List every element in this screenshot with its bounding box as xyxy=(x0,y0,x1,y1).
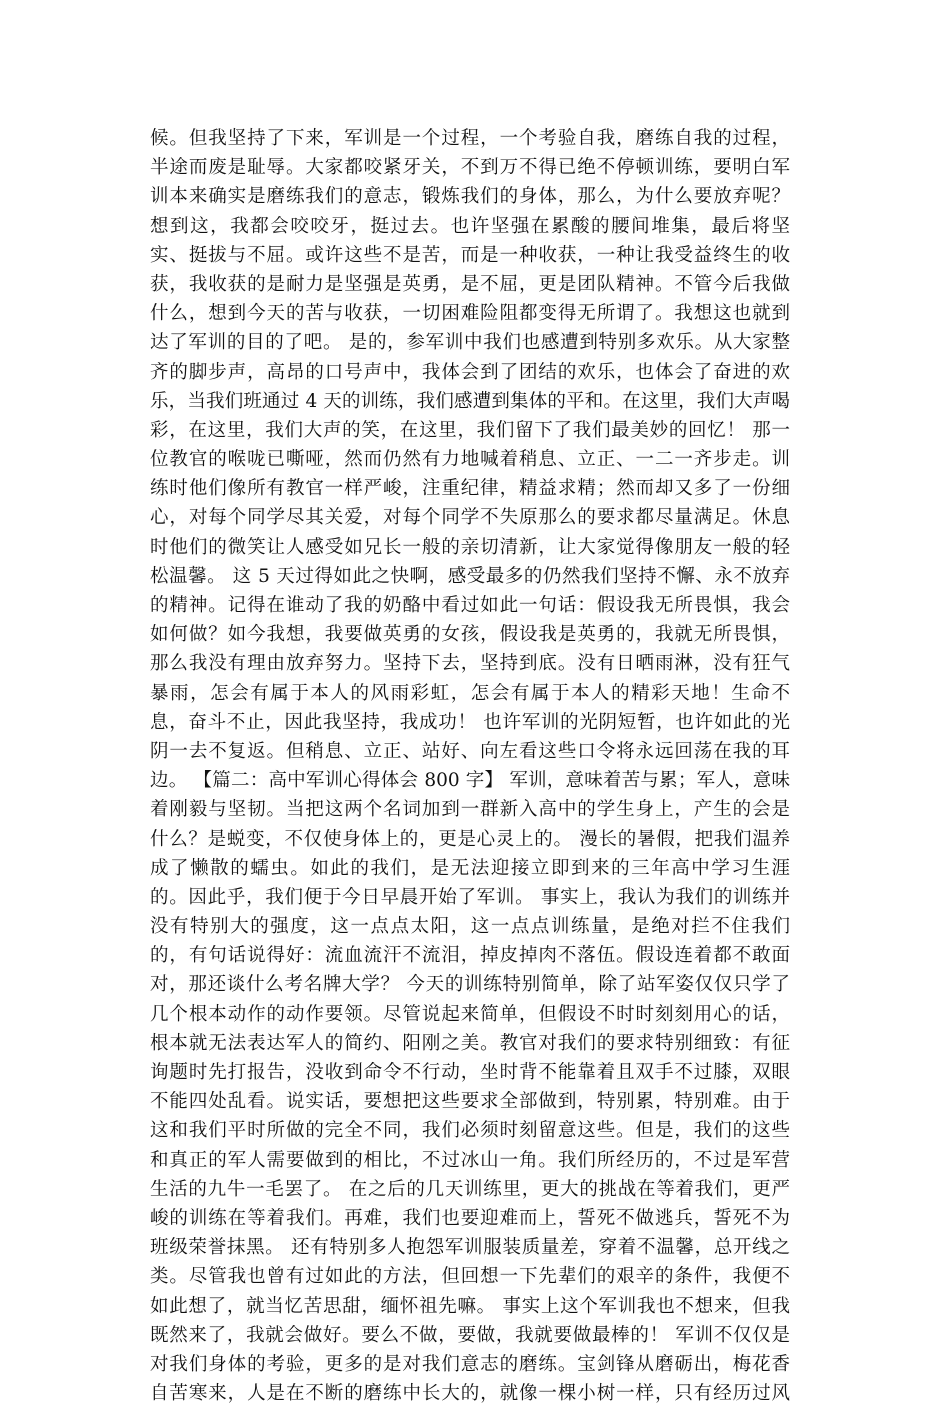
text-line: 既然来了，我就会做好。要么不做，要做，我就要做最棒的！ 军训不仅仅是 xyxy=(150,1324,790,1346)
text-line: 达了军训的目的了吧。 是的，参军训中我们也感遭到特别多欢乐。从大家整 xyxy=(150,332,790,354)
text-line: 如何做？如今我想，我要做英勇的女孩，假设我是英勇的，我就无所畏惧， xyxy=(150,624,790,646)
text-line: 的，有句话说得好：流血流汗不流泪，掉皮掉肉不落伍。假设连着都不敢面 xyxy=(150,945,790,967)
text-line: 候。但我坚持了下来，军训是一个过程，一个考验自我，磨练自我的过程， xyxy=(150,128,790,149)
text-line: 那么我没有理由放弃努力。坚持下去，坚持到底。没有日晒雨淋，没有狂气 xyxy=(150,653,790,675)
text-line: 训本来确实是磨练我们的意志，锻炼我们的身体，那么，为什么要放弃呢？ xyxy=(150,186,790,208)
text-line: 阴一去不复返。但稍息、立正、站好、向左看这些口令将永远回荡在我的耳 xyxy=(150,740,790,762)
text-line: 班级荣誉抹黑。 还有特别多人抱怨军训服装质量差，穿着不温馨，总开线之 xyxy=(150,1237,790,1259)
text-line: 什么？是蜕变，不仅使身体上的，更是心灵上的。 漫长的暑假，把我们温养 xyxy=(150,828,790,850)
text-line: 询题时先打报告，没收到命令不行动，坐时背不能靠着且双手不过膝，双眼 xyxy=(150,1062,790,1083)
text-line: 的。因此乎，我们便于今日早晨开始了军训。 事实上，我认为我们的训练并 xyxy=(150,886,790,908)
text-line: 齐的脚步声，高昂的口号声中，我体会到了团结的欢乐，也体会了奋进的欢 xyxy=(150,361,790,383)
text-line: 心，对每个同学尽其关爱，对每个同学不失原那么的要求都尽量满足。休息 xyxy=(150,507,790,529)
text-line: 几个根本动作的动作要领。尽管说起来简单，但假设不时时刻刻用心的话， xyxy=(150,1003,790,1025)
text-line: 自苦寒来，人是在不断的磨练中长大的，就像一棵小树一样，只有经历过风 xyxy=(150,1383,790,1405)
text-line: 和真正的军人需要做到的相比，不过冰山一角。我们所经历的，不过是军营 xyxy=(150,1149,790,1171)
text-line: 息，奋斗不止，因此我坚持，我成功！ 也许军训的光阴短暂，也许如此的光 xyxy=(150,711,790,733)
text-line: 松温馨。 这 5 天过得如此之快啊，感受最多的仍然我们坚持不懈、永不放弃 xyxy=(150,565,790,587)
text-line: 成了懒散的蠕虫。如此的我们，是无法迎接立即到来的三年高中学习生涯 xyxy=(150,857,790,879)
text-line: 着刚毅与坚韧。当把这两个名词加到一群新入高中的学生身上，产生的会是 xyxy=(150,799,790,821)
text-line: 暴雨，怎会有属于本人的风雨彩虹，怎会有属于本人的精彩天地！生命不 xyxy=(150,682,790,704)
text-line: 获，我收获的是耐力是坚强是英勇，是不屈，更是团队精神。不管今后我做 xyxy=(150,273,790,295)
text-line: 实、挺拔与不屈。或许这些不是苦，而是一种收获，一种让我受益终生的收 xyxy=(150,244,790,266)
text-line: 边。 【篇二：高中军训心得体会 800 字】 军训，意味着苦与累；军人，意味 xyxy=(150,770,790,792)
text-line: 想到这，我都会咬咬牙，挺过去。也许坚强在累酸的腰间堆集，最后将坚 xyxy=(150,215,790,237)
body-text xyxy=(150,124,790,1408)
text-line: 半途而废是耻辱。大家都咬紧牙关，不到万不得已绝不停顿训练，要明白军 xyxy=(150,157,790,179)
text-line: 的精神。记得在谁动了我的奶酪中看过如此一句话：假设我无所畏惧，我会 xyxy=(150,595,790,616)
text-line: 生活的九牛一毛罢了。 在之后的几天训练里，更大的挑战在等着我们，更严 xyxy=(150,1178,790,1200)
text-line: 乐，当我们班通过 4 天的训练，我们感遭到集体的平和。在这里，我们大声喝 xyxy=(150,390,790,412)
text-line: 对，那还谈什么考名牌大学？ 今天的训练特别简单，除了站军姿仅仅只学了 xyxy=(150,974,790,996)
text-line: 类。尽管我也曾有过如此的方法，但回想一下先辈们的艰辛的条件，我便不 xyxy=(150,1266,790,1288)
text-line: 不能四处乱看。说实话，要想把这些要求全部做到，特别累，特别难。由于 xyxy=(150,1091,790,1113)
text-line: 对我们身体的考验，更多的是对我们意志的磨练。宝剑锋从磨砺出，梅花香 xyxy=(150,1353,790,1375)
text-line: 根本就无法表达军人的简约、阳刚之美。教官对我们的要求特别细致：有征 xyxy=(150,1032,790,1054)
text-line: 什么，想到今天的苦与收获，一切困难险阻都变得无所谓了。我想这也就到 xyxy=(150,303,790,325)
text-line: 位教官的喉咙已嘶哑，然而仍然有力地喊着稍息、立正、一二一齐步走。训 xyxy=(150,449,790,471)
text-line: 峻的训练在等着我们。再难，我们也要迎难而上，誓死不做逃兵，誓死不为 xyxy=(150,1207,790,1229)
text-line: 练时他们像所有教官一样严峻，注重纪律，精益求精；然而却又多了一份细 xyxy=(150,478,790,500)
text-line: 如此想了，就当忆苦思甜，缅怀祖先嘛。 事实上这个军训我也不想来，但我 xyxy=(150,1295,790,1317)
text-line: 时他们的微笑让人感受如兄长一般的亲切清新，让大家觉得像朋友一般的轻 xyxy=(150,536,790,558)
text-line: 没有特别大的强度，这一点点太阳，这一点点训练量，是绝对拦不住我们 xyxy=(150,916,790,938)
text-line: 这和我们平时所做的完全不同，我们必须时刻留意这些。但是，我们的这些 xyxy=(150,1120,790,1142)
text-line: 彩，在这里，我们大声的笑，在这里，我们留下了我们最美妙的回忆！ 那一 xyxy=(150,419,790,441)
